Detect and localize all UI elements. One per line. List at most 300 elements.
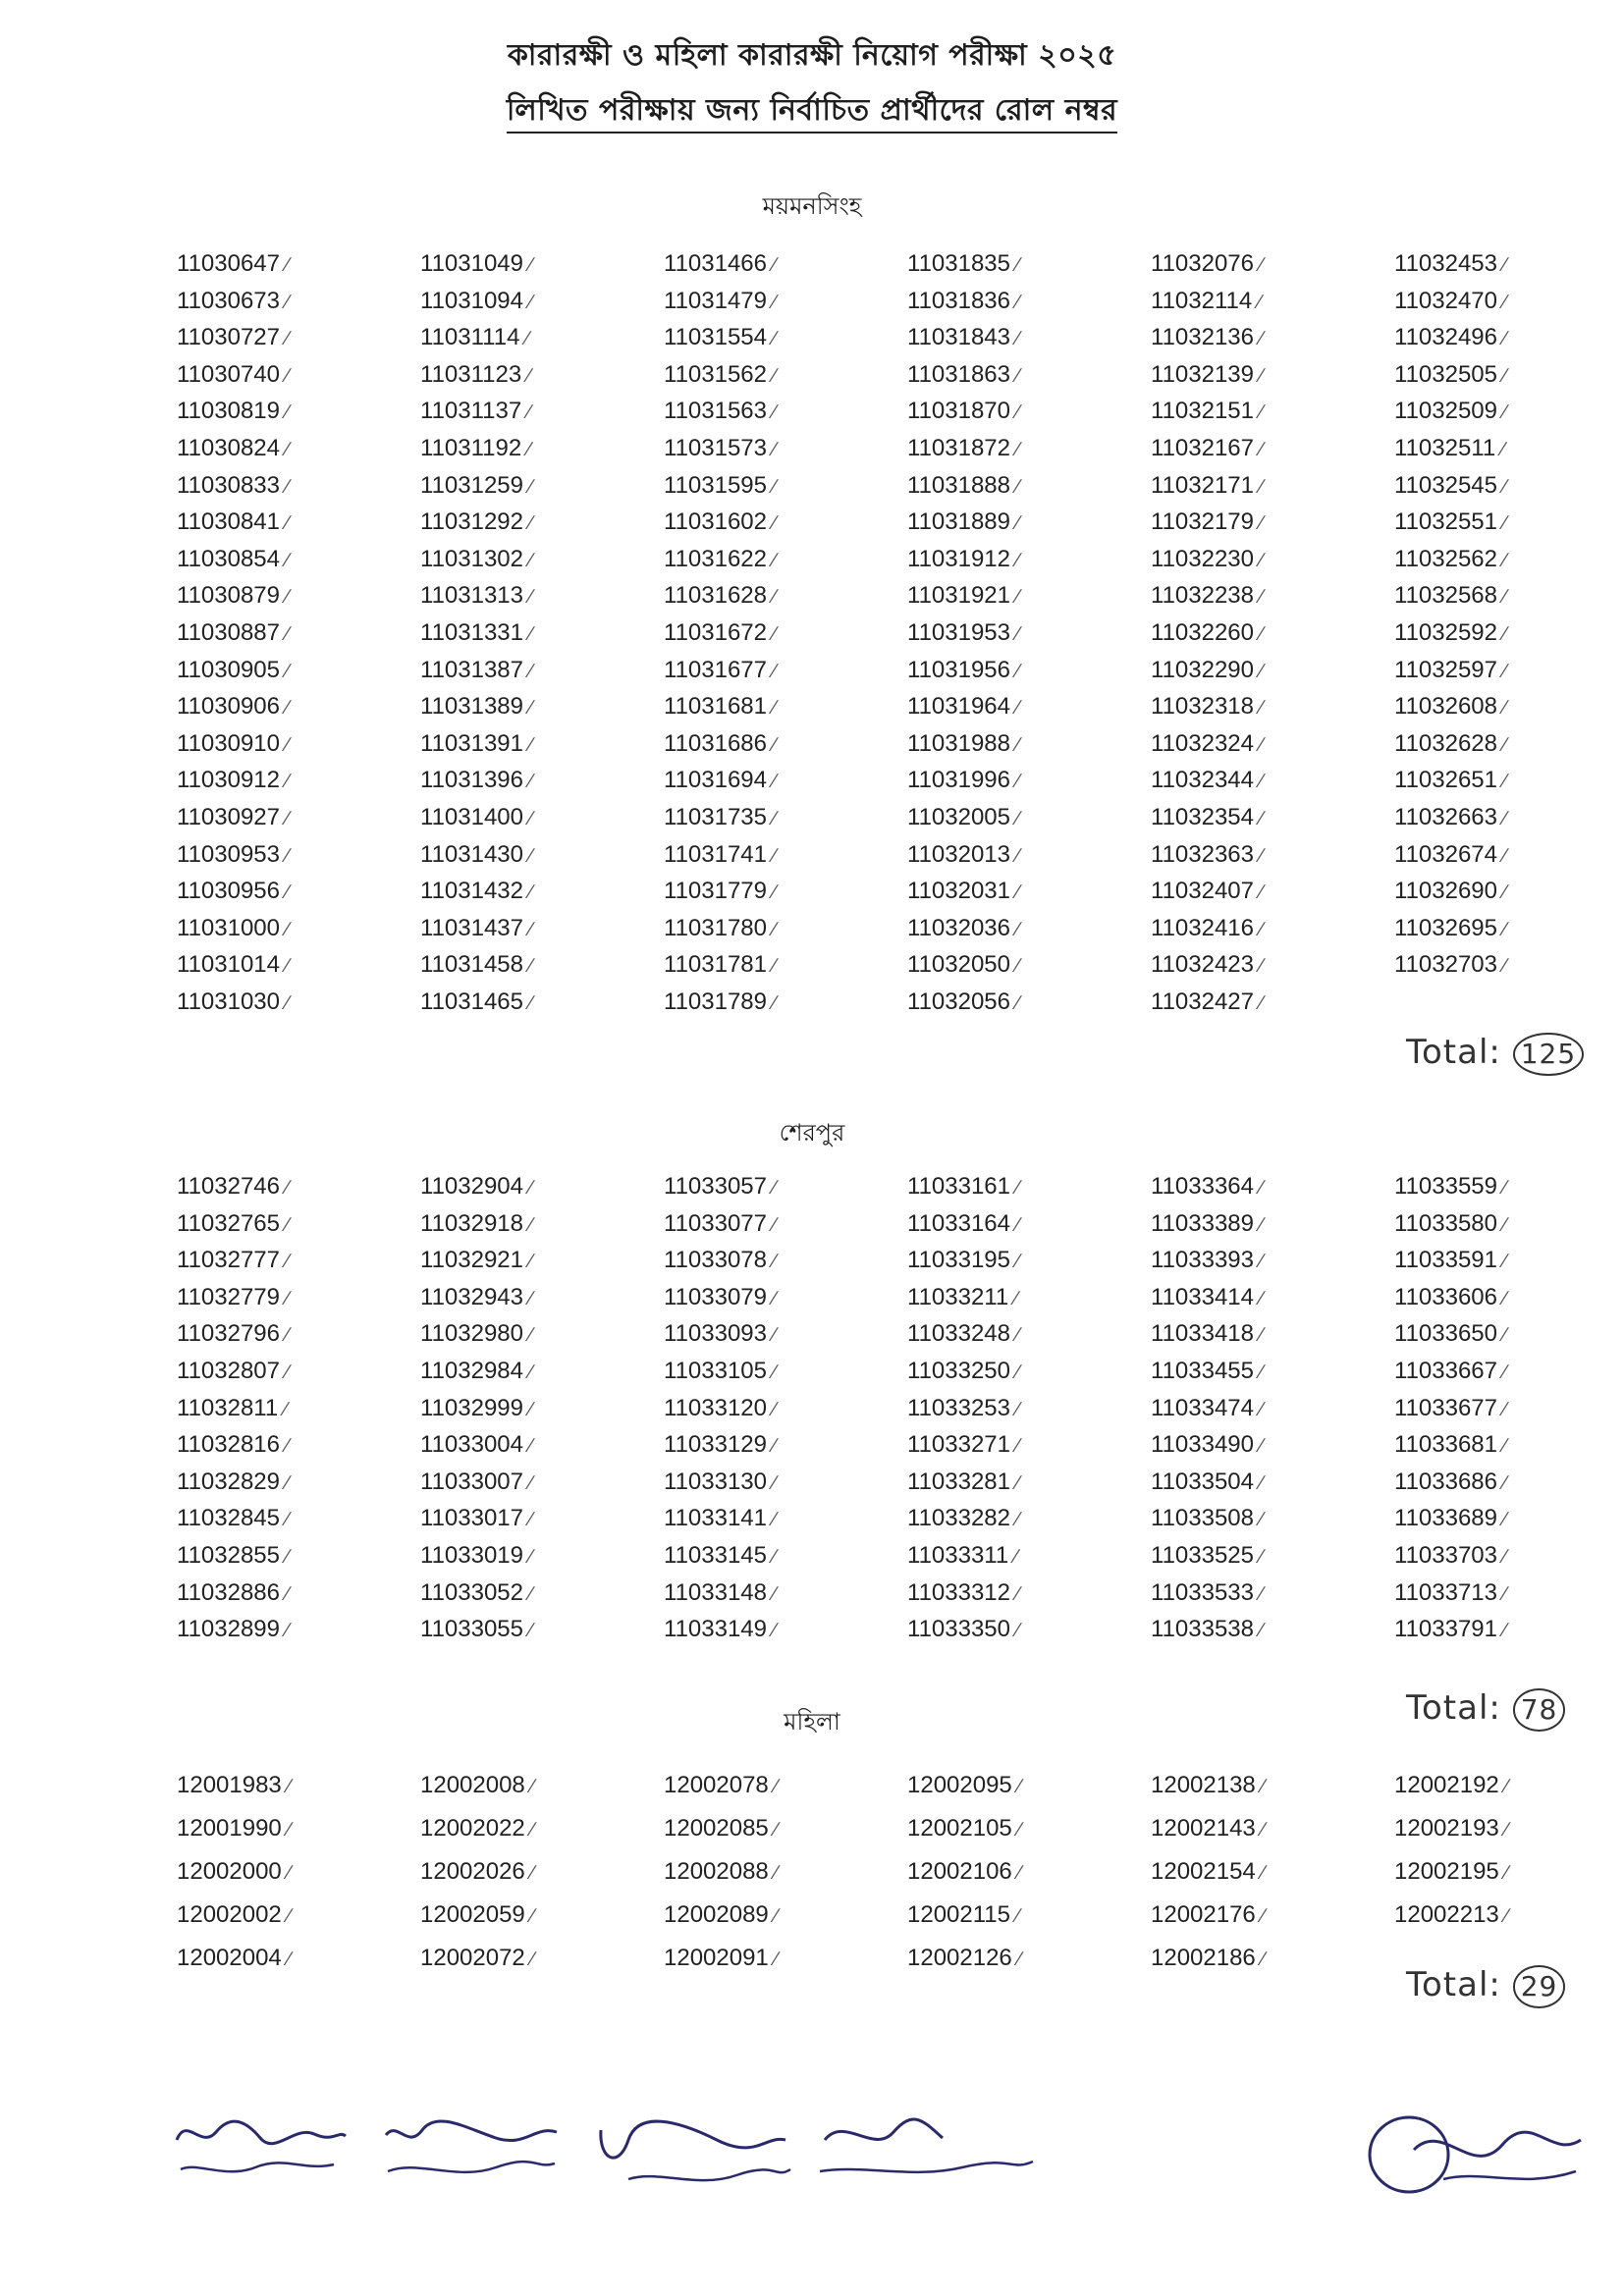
- roll-number-text: 11031735: [664, 803, 767, 830]
- check-tick-icon: ∕: [529, 622, 533, 645]
- check-tick-icon: ∕: [773, 1251, 777, 1273]
- roll-number: [1151, 356, 1394, 394]
- roll-number-text: 12002195: [1394, 1858, 1499, 1885]
- roll-number-text: 11032354: [1151, 803, 1254, 830]
- check-tick-icon: ∕: [1016, 586, 1020, 609]
- check-tick-icon: ∕: [286, 549, 290, 571]
- roll-number-text: 11031554: [664, 324, 767, 351]
- check-tick-icon: ∕: [529, 1251, 533, 1273]
- roll-number: [1394, 504, 1624, 541]
- roll-number-text: 12002089: [664, 1901, 769, 1928]
- roll-number: [907, 1767, 1151, 1804]
- check-tick-icon: ∕: [1260, 881, 1264, 904]
- roll-number: [1394, 1611, 1624, 1648]
- roll-number-text: 11032005: [907, 803, 1010, 830]
- check-tick-icon: ∕: [1260, 1361, 1264, 1383]
- roll-number-text: 11032608: [1394, 693, 1497, 721]
- roll-number-text: 11033689: [1394, 1505, 1497, 1532]
- roll-number-text: 11031996: [907, 767, 1010, 794]
- check-tick-icon: ∕: [529, 844, 533, 867]
- roll-number: [177, 799, 420, 836]
- roll-number-text: 12002176: [1151, 1901, 1256, 1928]
- check-tick-icon: ∕: [1503, 771, 1507, 793]
- roll-number-text: 11031672: [664, 618, 767, 646]
- roll-number: [907, 245, 1151, 283]
- check-tick-icon: ∕: [1260, 1582, 1264, 1605]
- check-tick-icon: ∕: [286, 955, 290, 978]
- check-tick-icon: ∕: [1504, 1862, 1509, 1884]
- roll-number: [1151, 762, 1394, 799]
- roll-number: [664, 504, 907, 541]
- roll-number-text: 11032816: [177, 1431, 280, 1459]
- total-mymensingh: Total: 125: [1406, 1033, 1584, 1076]
- check-tick-icon: ∕: [286, 401, 290, 424]
- roll-number-text: 11031889: [907, 508, 1010, 536]
- check-tick-icon: ∕: [286, 1251, 290, 1273]
- roll-number: [664, 1896, 907, 1934]
- check-tick-icon: ∕: [1016, 1509, 1020, 1531]
- roll-number-text: 11033253: [907, 1394, 1010, 1421]
- roll-number: [177, 1426, 420, 1464]
- roll-number: [664, 946, 907, 984]
- check-tick-icon: ∕: [1504, 1819, 1509, 1841]
- roll-number-text: 11031391: [420, 729, 523, 757]
- check-tick-icon: ∕: [1016, 1435, 1020, 1458]
- roll-number-text: 11030647: [177, 250, 280, 277]
- roll-number-text: 11032031: [907, 878, 1010, 905]
- roll-number-text: 11033004: [420, 1431, 523, 1459]
- roll-number-text: 11031622: [664, 545, 767, 572]
- roll-number: [1394, 1575, 1624, 1612]
- roll-number: [420, 1767, 664, 1804]
- check-tick-icon: ∕: [773, 1620, 777, 1642]
- roll-number: [177, 245, 420, 283]
- check-tick-icon: ∕: [1503, 586, 1507, 609]
- roll-number-text: 11033455: [1151, 1357, 1254, 1384]
- roll-number: [664, 873, 907, 910]
- check-tick-icon: ∕: [1016, 1582, 1020, 1605]
- check-tick-icon: ∕: [773, 1287, 777, 1309]
- roll-number: [177, 1767, 420, 1804]
- check-tick-icon: ∕: [1503, 807, 1507, 829]
- signature-4: [805, 2110, 1041, 2199]
- roll-number-text: 11030927: [177, 803, 280, 830]
- roll-number: [1151, 541, 1394, 578]
- roll-number-text: 11031387: [420, 656, 523, 683]
- roll-number: [420, 283, 664, 320]
- roll-number: [907, 836, 1151, 874]
- roll-number: [907, 467, 1151, 505]
- roll-number: [177, 393, 420, 430]
- roll-number: [177, 652, 420, 689]
- roll-number: [664, 393, 907, 430]
- check-tick-icon: ∕: [1017, 1862, 1022, 1884]
- check-tick-icon: ∕: [1016, 881, 1020, 904]
- roll-number: [907, 1390, 1151, 1427]
- roll-number: [1151, 799, 1394, 836]
- roll-number: [1394, 577, 1624, 614]
- roll-number: [1394, 614, 1624, 652]
- roll-number: [664, 430, 907, 467]
- check-tick-icon: ∕: [286, 1582, 290, 1605]
- roll-number-text: 11032674: [1394, 840, 1497, 868]
- check-tick-icon: ∕: [1017, 1776, 1022, 1797]
- roll-number: [664, 614, 907, 652]
- check-tick-icon: ∕: [1260, 955, 1264, 978]
- roll-number-text: 11033129: [664, 1431, 767, 1459]
- roll-number-text: 11031988: [907, 729, 1010, 757]
- check-tick-icon: ∕: [773, 364, 777, 387]
- roll-number-text: 11033418: [1151, 1320, 1254, 1348]
- roll-number: [1394, 1810, 1624, 1847]
- roll-number-text: 12002026: [420, 1858, 525, 1885]
- check-tick-icon: ∕: [773, 1361, 777, 1383]
- check-tick-icon: ∕: [1016, 955, 1020, 978]
- roll-number: [1151, 614, 1394, 652]
- check-tick-icon: ∕: [1260, 1398, 1264, 1420]
- check-tick-icon: ∕: [1503, 254, 1507, 276]
- roll-number-text: 11031437: [420, 914, 523, 941]
- check-tick-icon: ∕: [1503, 1287, 1507, 1309]
- check-tick-icon: ∕: [1260, 1324, 1264, 1347]
- section-heading-mymensingh: ময়মনসিংহ: [762, 192, 862, 220]
- roll-number: [177, 1168, 420, 1205]
- check-tick-icon: ∕: [773, 1582, 777, 1605]
- roll-number: [1151, 1611, 1394, 1648]
- roll-number: [1394, 430, 1624, 467]
- roll-number-text: 11033474: [1151, 1394, 1254, 1421]
- check-tick-icon: ∕: [529, 1435, 533, 1458]
- roll-number-text: 11033079: [664, 1283, 767, 1310]
- roll-number-text: 12001983: [177, 1772, 282, 1798]
- check-tick-icon: ∕: [1503, 1324, 1507, 1347]
- roll-number-text: 11033312: [907, 1578, 1010, 1606]
- total-count: 29: [1513, 1965, 1566, 2008]
- roll-number: [1394, 356, 1624, 394]
- roll-number: [420, 1242, 664, 1279]
- roll-number-text: 11032999: [420, 1394, 523, 1421]
- check-tick-icon: ∕: [529, 733, 533, 756]
- roll-number-text: 11031686: [664, 729, 767, 757]
- check-tick-icon: ∕: [1016, 660, 1020, 682]
- check-tick-icon: ∕: [1503, 1509, 1507, 1531]
- roll-number-text: 11033145: [664, 1541, 767, 1569]
- check-tick-icon: ∕: [1258, 291, 1262, 313]
- roll-number-text: 11031912: [907, 545, 1010, 572]
- check-tick-icon: ∕: [1260, 1545, 1264, 1568]
- roll-number: [420, 1279, 664, 1316]
- roll-number-text: 12002143: [1151, 1815, 1256, 1842]
- roll-number: [664, 910, 907, 947]
- roll-number: [1394, 283, 1624, 320]
- roll-number: [1394, 688, 1624, 725]
- check-tick-icon: ∕: [1503, 291, 1507, 313]
- roll-number: [907, 688, 1151, 725]
- roll-number: [907, 1940, 1151, 1977]
- check-tick-icon: ∕: [1016, 918, 1020, 940]
- roll-number: [1394, 1315, 1624, 1353]
- check-tick-icon: ∕: [1016, 1471, 1020, 1494]
- check-tick-icon: ∕: [1260, 328, 1264, 350]
- check-tick-icon: ∕: [530, 1862, 535, 1884]
- check-tick-icon: ∕: [1016, 1398, 1020, 1420]
- roll-number: [1151, 1810, 1394, 1847]
- check-tick-icon: ∕: [1016, 254, 1020, 276]
- roll-number: [907, 1853, 1151, 1891]
- roll-number: [1394, 1537, 1624, 1575]
- roll-number-text: 11033149: [664, 1616, 767, 1643]
- roll-number-text: 11032427: [1151, 988, 1254, 1015]
- check-tick-icon: ∕: [1016, 622, 1020, 645]
- check-tick-icon: ∕: [1504, 1905, 1509, 1927]
- roll-number-text: 11032423: [1151, 951, 1254, 979]
- roll-number-text: 11033105: [664, 1357, 767, 1384]
- check-tick-icon: ∕: [529, 1509, 533, 1531]
- roll-number: [420, 430, 664, 467]
- roll-number: [1151, 430, 1394, 467]
- check-tick-icon: ∕: [1260, 660, 1264, 682]
- roll-number: [1151, 1279, 1394, 1316]
- roll-number-text: 11032777: [177, 1247, 280, 1274]
- check-tick-icon: ∕: [1261, 1819, 1266, 1841]
- roll-number: [664, 1575, 907, 1612]
- roll-number-text: 11033017: [420, 1505, 523, 1532]
- roll-number-text: 12002022: [420, 1815, 525, 1842]
- check-tick-icon: ∕: [529, 918, 533, 940]
- roll-number: [177, 1205, 420, 1243]
- roll-number: [664, 1426, 907, 1464]
- roll-number-text: 11032470: [1394, 287, 1497, 314]
- roll-number-text: 11031595: [664, 471, 767, 499]
- check-tick-icon: ∕: [1260, 1251, 1264, 1273]
- check-tick-icon: ∕: [529, 771, 533, 793]
- check-tick-icon: ∕: [1016, 1905, 1020, 1927]
- roll-number-text: 11031628: [664, 582, 767, 610]
- check-tick-icon: ∕: [1016, 1361, 1020, 1383]
- roll-number-text: 11031396: [420, 767, 523, 794]
- roll-number: [420, 1853, 664, 1891]
- check-tick-icon: ∕: [529, 586, 533, 609]
- check-tick-icon: ∕: [1261, 1862, 1266, 1884]
- check-tick-icon: ∕: [773, 771, 777, 793]
- signature-2: [378, 2110, 565, 2199]
- roll-number: [664, 1315, 907, 1353]
- roll-number-text: 11030727: [177, 324, 280, 351]
- roll-number: [177, 577, 420, 614]
- roll-number-text: 11033677: [1394, 1394, 1497, 1421]
- roll-number-text: 11033164: [907, 1209, 1010, 1237]
- roll-number: [1394, 1205, 1624, 1243]
- roll-number-text: 11033580: [1394, 1209, 1497, 1237]
- roll-number: [177, 1464, 420, 1501]
- check-tick-icon: ∕: [529, 1398, 533, 1420]
- check-tick-icon: ∕: [773, 401, 777, 424]
- roll-number: [907, 946, 1151, 984]
- roll-number-text: 11032260: [1151, 618, 1254, 646]
- check-tick-icon: ∕: [529, 254, 533, 276]
- check-tick-icon: ∕: [1503, 1620, 1507, 1642]
- roll-number-text: 11033393: [1151, 1247, 1254, 1274]
- roll-number-text: 11032551: [1394, 508, 1497, 536]
- roll-number-text: 11031030: [177, 988, 280, 1015]
- roll-number-text: 11033350: [907, 1616, 1010, 1643]
- roll-number: [177, 1940, 420, 1977]
- check-tick-icon: ∕: [1014, 1287, 1018, 1309]
- roll-number-text: 11031779: [664, 878, 767, 905]
- roll-number-text: 11033791: [1394, 1616, 1497, 1643]
- roll-number-text: 11032171: [1151, 471, 1254, 499]
- check-tick-icon: ∕: [1016, 438, 1020, 460]
- roll-number-text: 11033490: [1151, 1431, 1254, 1459]
- check-tick-icon: ∕: [1503, 733, 1507, 756]
- roll-number-text: 11032829: [177, 1468, 280, 1495]
- roll-number: [664, 356, 907, 394]
- check-tick-icon: ∕: [774, 1776, 779, 1797]
- roll-number-text: 11031192: [420, 434, 522, 461]
- roll-number: [1151, 1500, 1394, 1537]
- roll-number-text: 12002004: [177, 1945, 282, 1971]
- roll-number: [177, 1537, 420, 1575]
- roll-number-text: 11033282: [907, 1505, 1010, 1532]
- roll-number-text: 11032703: [1394, 951, 1497, 979]
- signature-3: [589, 2110, 795, 2199]
- roll-number-text: 11031430: [420, 840, 523, 868]
- roll-number: [907, 652, 1151, 689]
- roll-number-text: 11031872: [907, 434, 1010, 461]
- check-tick-icon: ∕: [773, 1398, 777, 1420]
- roll-grid-sherpur: [177, 1168, 1624, 1648]
- roll-number-text: 11030740: [177, 360, 280, 388]
- check-tick-icon: ∕: [1260, 807, 1264, 829]
- check-tick-icon: ∕: [286, 586, 290, 609]
- check-tick-icon: ∕: [529, 1620, 533, 1642]
- roll-number: [1151, 652, 1394, 689]
- roll-number-text: 11030887: [177, 618, 280, 646]
- roll-number-text: 11031432: [420, 878, 523, 905]
- roll-number: [420, 577, 664, 614]
- roll-number-text: 12002088: [664, 1858, 769, 1885]
- roll-number: [907, 1279, 1151, 1316]
- roll-number-text: 12002072: [420, 1945, 525, 1971]
- roll-number-text: 11032562: [1394, 545, 1497, 572]
- roll-number: [420, 688, 664, 725]
- check-tick-icon: ∕: [773, 328, 777, 350]
- roll-number-text: 11031789: [664, 988, 767, 1015]
- check-tick-icon: ∕: [1503, 622, 1507, 645]
- roll-number: [1394, 1353, 1624, 1390]
- roll-number-text: 11032363: [1151, 840, 1254, 868]
- check-tick-icon: ∕: [773, 881, 777, 904]
- roll-number: [907, 910, 1151, 947]
- roll-number: [420, 873, 664, 910]
- check-tick-icon: ∕: [1503, 697, 1507, 720]
- roll-number: [177, 467, 420, 505]
- check-tick-icon: ∕: [529, 1545, 533, 1568]
- roll-number: [664, 1767, 907, 1804]
- roll-number-text: 11030910: [177, 729, 280, 757]
- roll-number: [1151, 1940, 1394, 1977]
- roll-number-text: 12002106: [907, 1858, 1012, 1885]
- check-tick-icon: ∕: [527, 401, 531, 424]
- roll-number: [1394, 1500, 1624, 1537]
- check-tick-icon: ∕: [1260, 1177, 1264, 1199]
- roll-number: [1394, 1426, 1624, 1464]
- check-tick-icon: ∕: [1261, 1949, 1266, 1970]
- check-tick-icon: ∕: [1261, 1905, 1266, 1927]
- check-tick-icon: ∕: [1260, 771, 1264, 793]
- roll-number-text: 11030905: [177, 656, 280, 683]
- roll-number-text: 11033195: [907, 1247, 1010, 1274]
- roll-number-text: 11032151: [1151, 398, 1254, 425]
- roll-number: [420, 393, 664, 430]
- check-tick-icon: ∕: [773, 1471, 777, 1494]
- section-heading-female: মহিলা: [784, 1708, 840, 1735]
- check-tick-icon: ∕: [286, 622, 290, 645]
- check-tick-icon: ∕: [1260, 991, 1264, 1014]
- check-tick-icon: ∕: [286, 291, 290, 313]
- roll-number: [177, 504, 420, 541]
- roll-number: [907, 1896, 1151, 1934]
- roll-number: [420, 614, 664, 652]
- roll-number-text: 11033141: [664, 1505, 767, 1532]
- roll-number: [1394, 1242, 1624, 1279]
- check-tick-icon: ∕: [1016, 1620, 1020, 1642]
- roll-number-text: 12002091: [664, 1945, 769, 1971]
- roll-number-text: 11030879: [177, 582, 280, 610]
- roll-number: [1151, 984, 1394, 1021]
- roll-number: [420, 725, 664, 763]
- roll-number: [177, 836, 420, 874]
- check-tick-icon: ∕: [529, 807, 533, 829]
- roll-number: [1151, 245, 1394, 283]
- check-tick-icon: ∕: [1016, 328, 1020, 350]
- roll-number: [177, 725, 420, 763]
- roll-number-text: 11032855: [177, 1541, 280, 1569]
- roll-number-text: 11030906: [177, 693, 280, 721]
- roll-number: [664, 1279, 907, 1316]
- check-tick-icon: ∕: [529, 1471, 533, 1494]
- roll-number-text: 11033019: [420, 1541, 523, 1569]
- check-tick-icon: ∕: [1016, 807, 1020, 829]
- roll-number: [907, 762, 1151, 799]
- roll-number: [664, 319, 907, 356]
- roll-number-text: 11032416: [1151, 914, 1254, 941]
- roll-number: [664, 245, 907, 283]
- roll-number-text: 11031114: [420, 324, 520, 351]
- roll-number-text: 11033057: [664, 1173, 767, 1200]
- roll-number-text: 11031000: [177, 914, 280, 941]
- check-tick-icon: ∕: [525, 328, 529, 350]
- check-tick-icon: ∕: [287, 1862, 292, 1884]
- check-tick-icon: ∕: [773, 1213, 777, 1236]
- roll-number: [1151, 1205, 1394, 1243]
- check-tick-icon: ∕: [773, 475, 777, 498]
- check-tick-icon: ∕: [773, 512, 777, 535]
- roll-number-text: 11033250: [907, 1357, 1010, 1384]
- roll-number: [1394, 1896, 1624, 1934]
- roll-number: [907, 1537, 1151, 1575]
- roll-number: [664, 652, 907, 689]
- check-tick-icon: ∕: [1504, 1776, 1509, 1797]
- check-tick-icon: ∕: [1016, 549, 1020, 571]
- roll-number-text: 11031302: [420, 545, 523, 572]
- roll-number: [1394, 946, 1624, 984]
- roll-number-text: 11032179: [1151, 508, 1254, 536]
- check-tick-icon: ∕: [529, 1287, 533, 1309]
- roll-number-text: 11033271: [907, 1431, 1010, 1459]
- roll-number: [177, 1611, 420, 1648]
- roll-number-text: 11033161: [907, 1173, 1010, 1200]
